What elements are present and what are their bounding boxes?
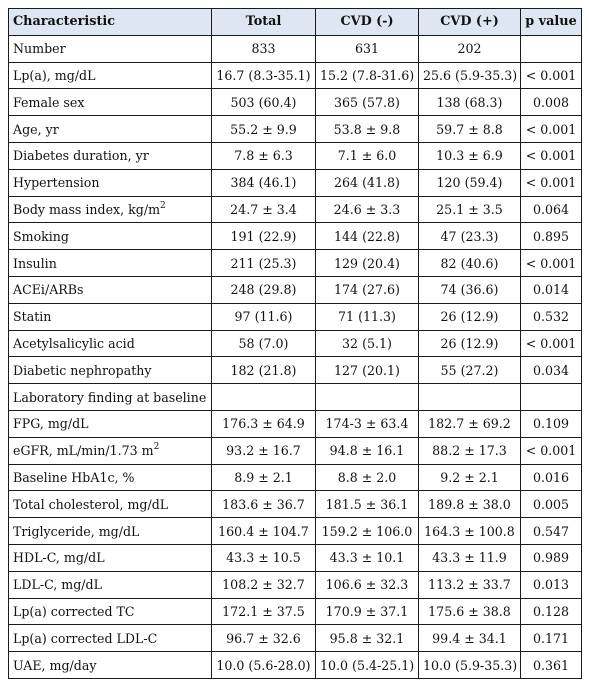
cell-total: 248 (29.8): [212, 276, 316, 303]
cell-characteristic: [9, 169, 212, 196]
table-row: [9, 518, 582, 545]
cell-p-value: < 0.001: [521, 169, 582, 196]
cell-cvd-positive: 88.2 ± 17.3: [419, 437, 521, 464]
cell-cvd-positive: 9.2 ± 2.1: [419, 464, 521, 491]
cell-cvd-positive: 164.3 ± 100.8: [419, 518, 521, 545]
cell-cvd-positive: 74 (36.6): [419, 276, 521, 303]
cell-total: 16.7 (8.3-35.1): [212, 62, 316, 89]
table-row: [9, 35, 582, 62]
characteristic-label: Baseline HbA1c, %: [13, 469, 135, 485]
table-row: [9, 276, 582, 303]
characteristic-label: FPG, mg/dL: [13, 416, 89, 432]
cell-cvd-positive: 202: [419, 35, 521, 62]
characteristic-label: Lp(a) corrected LDL-C: [13, 630, 158, 646]
table-row: [9, 357, 582, 384]
cell-characteristic: [9, 89, 212, 116]
header-cvd-positive: CVD (+): [419, 9, 521, 36]
cell-cvd-negative: 106.6 ± 32.3: [316, 571, 419, 598]
table-row: [9, 625, 582, 652]
characteristic-label: Statin: [13, 309, 52, 325]
header-p-value: p value: [521, 9, 582, 36]
superscript: 2: [153, 442, 160, 453]
cell-p-value: 0.005: [521, 491, 582, 518]
cell-cvd-positive: 59.7 ± 8.8: [419, 116, 521, 143]
cell-p-value: 0.532: [521, 303, 582, 330]
cell-cvd-positive: 26 (12.9): [419, 303, 521, 330]
cell-cvd-negative: 174 (27.6): [316, 276, 419, 303]
baseline-characteristics-table-container: [8, 8, 581, 679]
cell-total: 93.2 ± 16.7: [212, 437, 316, 464]
cell-cvd-positive: 55 (27.2): [419, 357, 521, 384]
table-row: [9, 250, 582, 277]
cell-cvd-negative: 181.5 ± 36.1: [316, 491, 419, 518]
cell-cvd-negative: 127 (20.1): [316, 357, 419, 384]
header-total: Total: [212, 9, 316, 36]
cell-cvd-negative: [316, 384, 419, 411]
cell-total: 182 (21.8): [212, 357, 316, 384]
cell-cvd-negative: 8.8 ± 2.0: [316, 464, 419, 491]
cell-p-value: < 0.001: [521, 62, 582, 89]
table-row: [9, 169, 582, 196]
characteristic-label: HDL-C, mg/dL: [13, 550, 105, 566]
cell-characteristic: [9, 571, 212, 598]
characteristic-label: Smoking: [13, 228, 69, 244]
cell-cvd-positive: 25.6 (5.9-35.3): [419, 62, 521, 89]
table-row: [9, 384, 582, 411]
characteristic-label: Insulin: [13, 255, 57, 271]
table-row: [9, 544, 582, 571]
cell-p-value: 0.016: [521, 464, 582, 491]
characteristic-label: Acetylsalicylic acid: [13, 335, 135, 351]
cell-cvd-negative: 95.8 ± 32.1: [316, 625, 419, 652]
cell-cvd-negative: 170.9 ± 37.1: [316, 598, 419, 625]
cell-characteristic: [9, 276, 212, 303]
cell-characteristic: [9, 544, 212, 571]
cell-cvd-positive: 182.7 ± 69.2: [419, 410, 521, 437]
table-row: [9, 116, 582, 143]
table-row: [9, 142, 582, 169]
cell-characteristic: [9, 250, 212, 277]
characteristic-label: Lp(a), mg/dL: [13, 67, 96, 83]
cell-total: 211 (25.3): [212, 250, 316, 277]
cell-cvd-negative: 631: [316, 35, 419, 62]
cell-total: 503 (60.4): [212, 89, 316, 116]
cell-p-value: 0.361: [521, 652, 582, 679]
cell-characteristic: [9, 598, 212, 625]
characteristic-label: Diabetic nephropathy: [13, 362, 152, 378]
cell-p-value: 0.064: [521, 196, 582, 223]
cell-cvd-negative: 264 (41.8): [316, 169, 419, 196]
cell-p-value: < 0.001: [521, 437, 582, 464]
cell-total: 833: [212, 35, 316, 62]
cell-characteristic: [9, 518, 212, 545]
cell-cvd-negative: 24.6 ± 3.3: [316, 196, 419, 223]
cell-p-value: 0.989: [521, 544, 582, 571]
cell-cvd-positive: [419, 384, 521, 411]
cell-cvd-positive: 189.8 ± 38.0: [419, 491, 521, 518]
cell-p-value: 0.547: [521, 518, 582, 545]
cell-characteristic: [9, 196, 212, 223]
cell-cvd-negative: 15.2 (7.8-31.6): [316, 62, 419, 89]
cell-cvd-positive: 26 (12.9): [419, 330, 521, 357]
cell-characteristic: [9, 62, 212, 89]
cell-characteristic: [9, 437, 212, 464]
cell-characteristic: [9, 464, 212, 491]
table-row: [9, 89, 582, 116]
cell-total: 10.0 (5.6-28.0): [212, 652, 316, 679]
cell-total: 96.7 ± 32.6: [212, 625, 316, 652]
table-row: [9, 571, 582, 598]
cell-cvd-positive: 25.1 ± 3.5: [419, 196, 521, 223]
baseline-characteristics-table: [8, 8, 582, 679]
cell-characteristic: [9, 142, 212, 169]
cell-cvd-negative: 159.2 ± 106.0: [316, 518, 419, 545]
cell-cvd-negative: 10.0 (5.4-25.1): [316, 652, 419, 679]
characteristic-label: UAE, mg/day: [13, 657, 97, 673]
cell-p-value: < 0.001: [521, 142, 582, 169]
table-row: [9, 410, 582, 437]
cell-total: 97 (11.6): [212, 303, 316, 330]
cell-total: 108.2 ± 32.7: [212, 571, 316, 598]
cell-cvd-negative: 365 (57.8): [316, 89, 419, 116]
characteristic-label: Lp(a) corrected TC: [13, 603, 135, 619]
table-body: [9, 35, 582, 678]
header-row: [9, 9, 582, 36]
superscript: 2: [160, 200, 166, 211]
table-row: [9, 196, 582, 223]
cell-total: 384 (46.1): [212, 169, 316, 196]
cell-characteristic: [9, 410, 212, 437]
cell-p-value: < 0.001: [521, 250, 582, 277]
cell-characteristic: [9, 330, 212, 357]
table-header: [9, 9, 582, 36]
characteristic-label: Age, yr: [13, 121, 59, 137]
cell-total: 24.7 ± 3.4: [212, 196, 316, 223]
cell-total: 8.9 ± 2.1: [212, 464, 316, 491]
characteristic-label: LDL-C, mg/dL: [13, 577, 102, 593]
characteristic-label: Female sex: [13, 94, 85, 110]
cell-total: 160.4 ± 104.7: [212, 518, 316, 545]
characteristic-label: Body mass index, kg/m: [13, 202, 161, 218]
cell-characteristic: [9, 384, 212, 411]
cell-cvd-positive: 99.4 ± 34.1: [419, 625, 521, 652]
cell-characteristic: [9, 652, 212, 679]
table-row: [9, 491, 582, 518]
cell-cvd-negative: 94.8 ± 16.1: [316, 437, 419, 464]
table-row: [9, 62, 582, 89]
cell-cvd-positive: 82 (40.6): [419, 250, 521, 277]
cell-cvd-negative: 144 (22.8): [316, 223, 419, 250]
cell-total: 183.6 ± 36.7: [212, 491, 316, 518]
cell-total: 172.1 ± 37.5: [212, 598, 316, 625]
cell-p-value: 0.895: [521, 223, 582, 250]
cell-p-value: 0.008: [521, 89, 582, 116]
table-row: [9, 303, 582, 330]
cell-characteristic: [9, 35, 212, 62]
cell-cvd-positive: 113.2 ± 33.7: [419, 571, 521, 598]
cell-characteristic: [9, 116, 212, 143]
cell-cvd-positive: 138 (68.3): [419, 89, 521, 116]
cell-characteristic: [9, 303, 212, 330]
characteristic-label: Hypertension: [13, 175, 100, 191]
table-row: [9, 330, 582, 357]
cell-total: 191 (22.9): [212, 223, 316, 250]
cell-cvd-negative: 7.1 ± 6.0: [316, 142, 419, 169]
cell-characteristic: [9, 491, 212, 518]
cell-cvd-positive: 47 (23.3): [419, 223, 521, 250]
cell-p-value: 0.109: [521, 410, 582, 437]
cell-cvd-positive: 10.0 (5.9-35.3): [419, 652, 521, 679]
cell-cvd-positive: 175.6 ± 38.8: [419, 598, 521, 625]
cell-p-value: 0.014: [521, 276, 582, 303]
cell-p-value: < 0.001: [521, 116, 582, 143]
cell-p-value: 0.034: [521, 357, 582, 384]
cell-cvd-negative: 53.8 ± 9.8: [316, 116, 419, 143]
cell-characteristic: [9, 357, 212, 384]
characteristic-label: ACEi/ARBs: [13, 282, 84, 298]
cell-cvd-negative: 71 (11.3): [316, 303, 419, 330]
cell-p-value: 0.128: [521, 598, 582, 625]
cell-total: 43.3 ± 10.5: [212, 544, 316, 571]
characteristic-label: Total cholesterol, mg/dL: [13, 496, 169, 512]
cell-total: 58 (7.0): [212, 330, 316, 357]
characteristic-label: Triglyceride, mg/dL: [13, 523, 140, 539]
cell-characteristic: [9, 625, 212, 652]
table-row: [9, 464, 582, 491]
cell-p-value: 0.013: [521, 571, 582, 598]
characteristic-label: Laboratory finding at baseline: [13, 389, 207, 405]
cell-total: [212, 384, 316, 411]
characteristic-label: eGFR, mL/min/1.73 m: [13, 443, 154, 459]
cell-cvd-negative: 174-3 ± 63.4: [316, 410, 419, 437]
cell-total: 55.2 ± 9.9: [212, 116, 316, 143]
cell-p-value: 0.171: [521, 625, 582, 652]
cell-cvd-positive: 10.3 ± 6.9: [419, 142, 521, 169]
cell-cvd-positive: 43.3 ± 11.9: [419, 544, 521, 571]
header-characteristic: Characteristic: [9, 9, 212, 36]
table-row: [9, 598, 582, 625]
cell-p-value: [521, 384, 582, 411]
table-row: [9, 437, 582, 464]
cell-p-value: [521, 35, 582, 62]
cell-total: 7.8 ± 6.3: [212, 142, 316, 169]
cell-cvd-negative: 129 (20.4): [316, 250, 419, 277]
characteristic-label: Diabetes duration, yr: [13, 148, 149, 164]
characteristic-label: Number: [13, 41, 66, 57]
table-row: [9, 652, 582, 679]
header-cvd-negative: CVD (-): [316, 9, 419, 36]
cell-p-value: < 0.001: [521, 330, 582, 357]
cell-cvd-negative: 43.3 ± 10.1: [316, 544, 419, 571]
cell-cvd-positive: 120 (59.4): [419, 169, 521, 196]
table-row: [9, 223, 582, 250]
cell-characteristic: [9, 223, 212, 250]
cell-cvd-negative: 32 (5.1): [316, 330, 419, 357]
cell-total: 176.3 ± 64.9: [212, 410, 316, 437]
